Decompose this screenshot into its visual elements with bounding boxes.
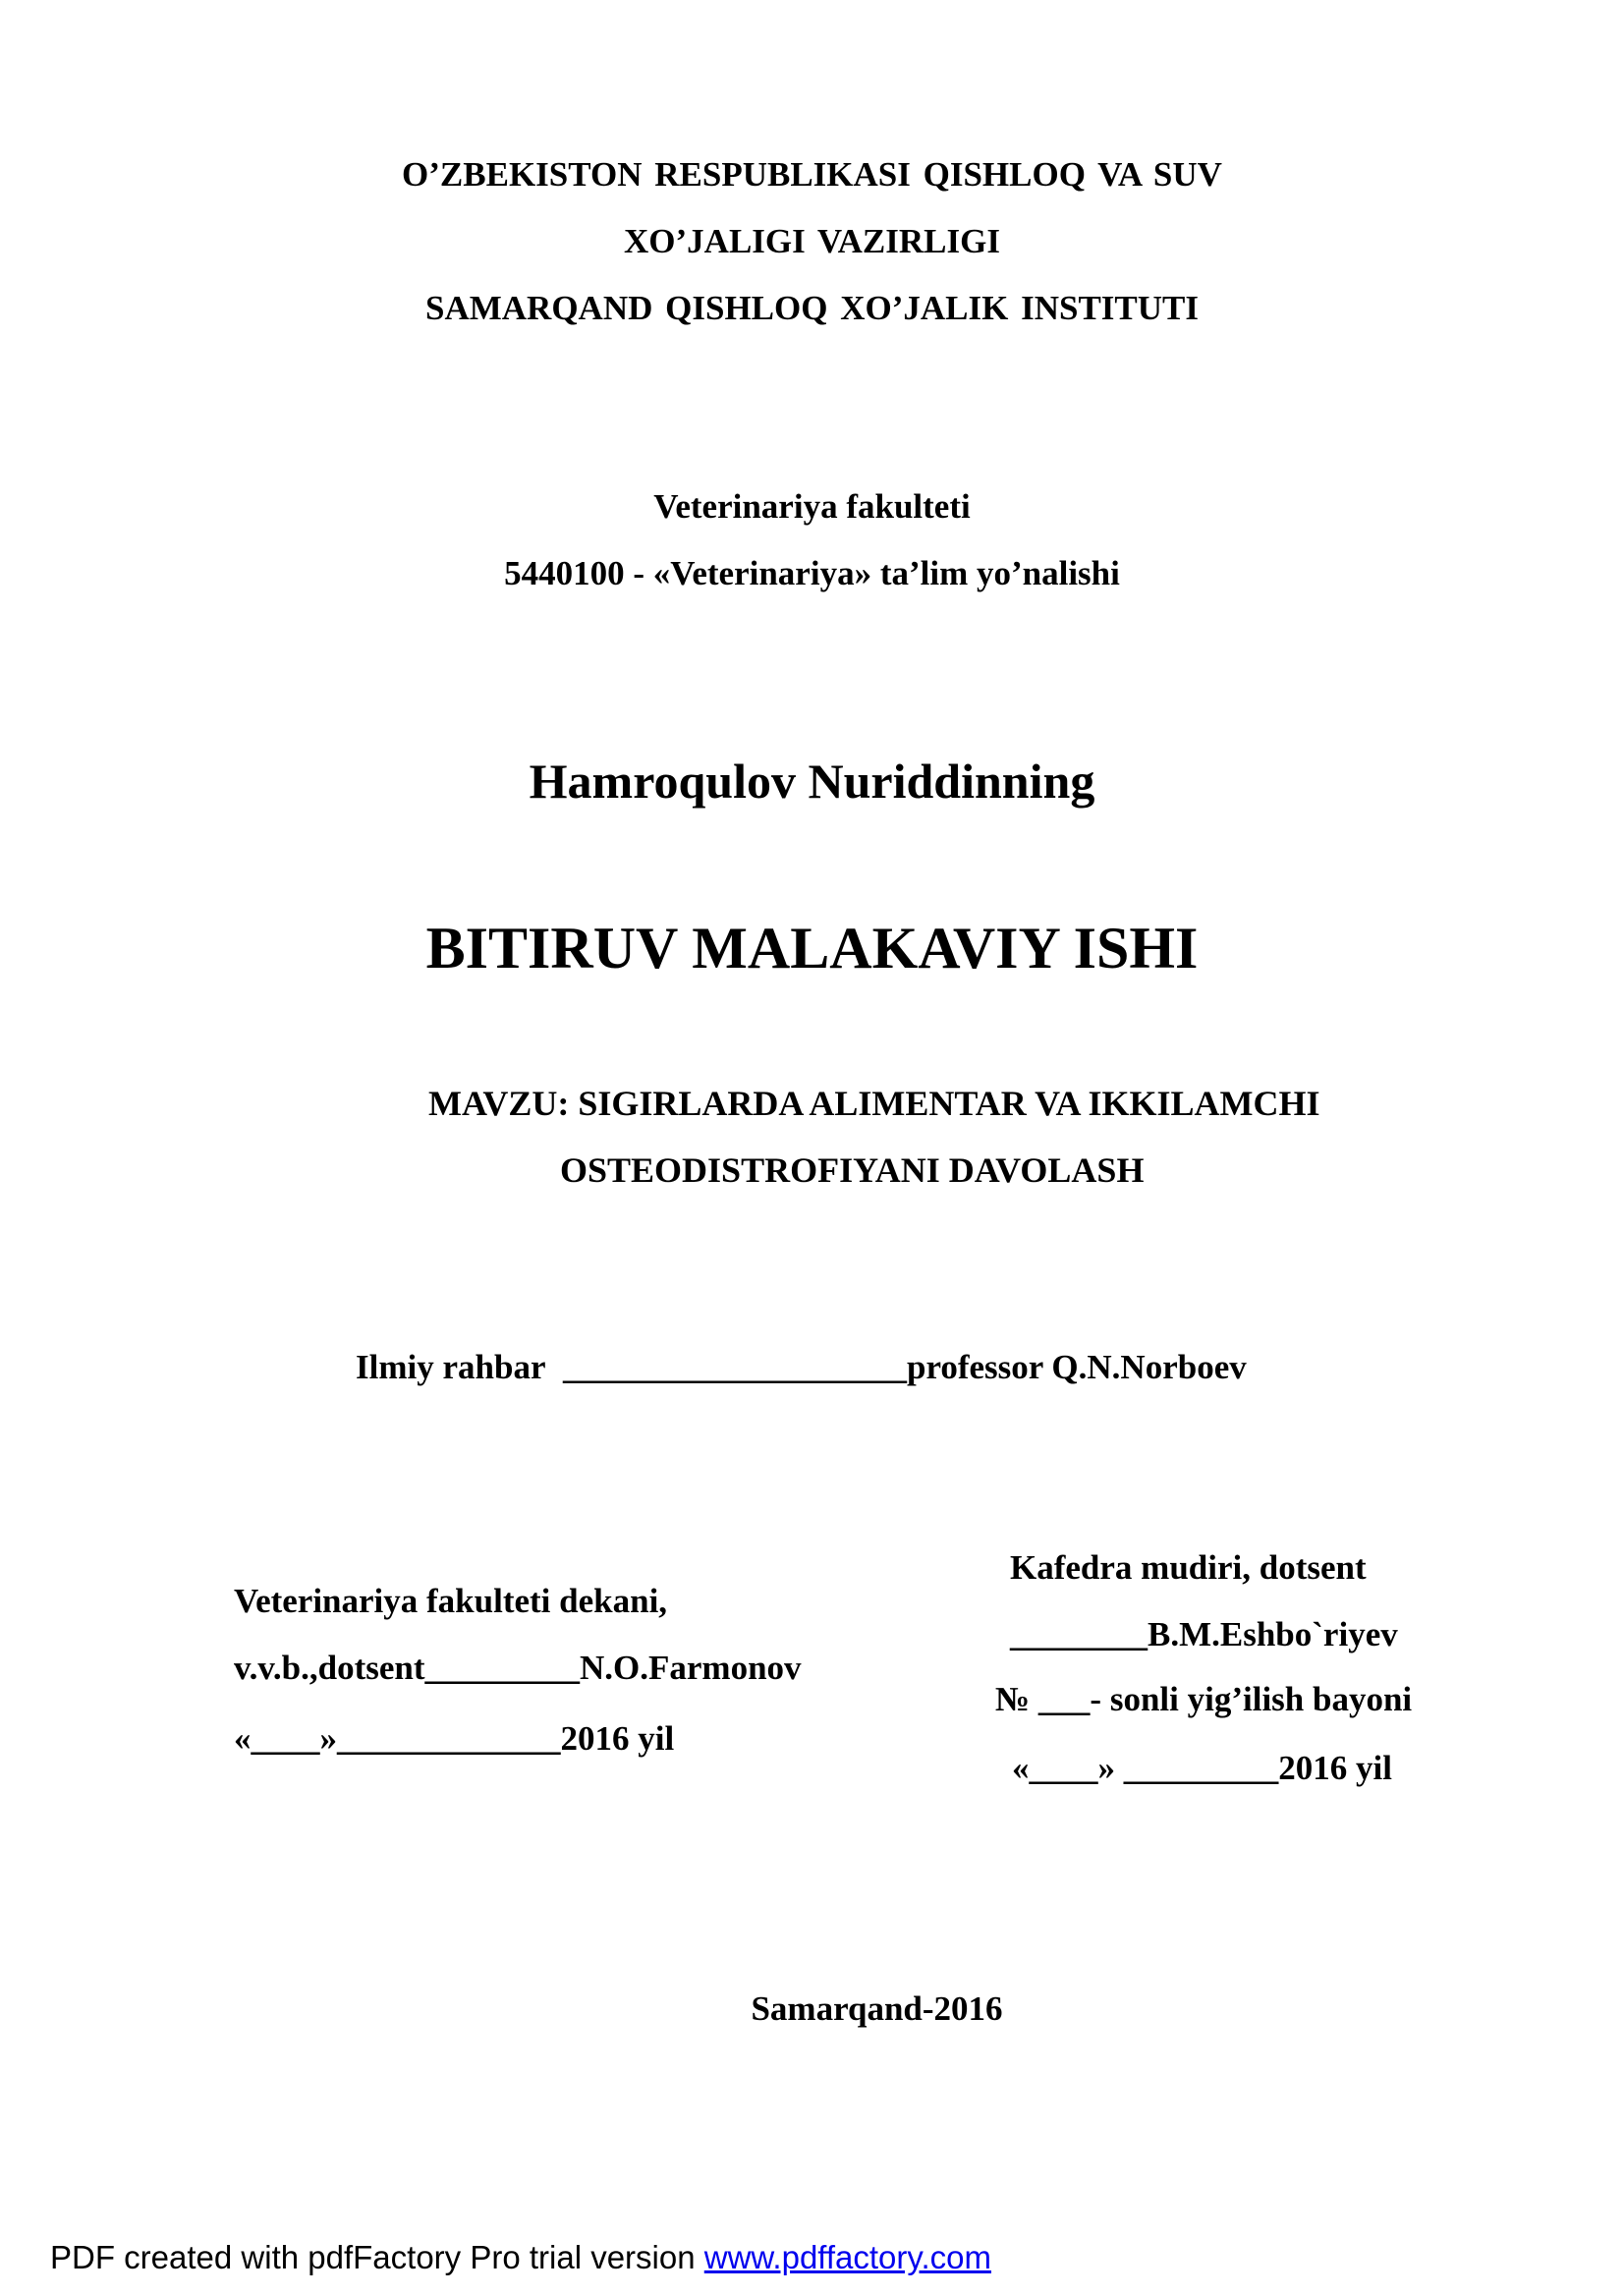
department-head-signature: ________B.M.Eshbo`riyev <box>1010 1615 1398 1653</box>
city-year: Samarqand-2016 <box>751 1989 1003 2028</box>
ministry-line-2: XO’JALIGI VAZIRLIGI <box>624 222 1000 260</box>
author-name: Hamroqulov Nuriddinning <box>529 754 1095 809</box>
dean-date: «____»_____________2016 yil <box>234 1719 675 1758</box>
dean-signature: v.v.b.,dotsent_________N.O.Farmonov <box>234 1649 802 1687</box>
work-title: BITIRUV MALAKAVIY ISHI <box>425 916 1199 980</box>
supervisor-signature-blank: ____________________ <box>562 1348 907 1386</box>
topic-line-2: OSTEODISTROFIYANI DAVOLASH <box>560 1150 1145 1190</box>
footer-link[interactable]: www.pdffactory.com <box>703 2239 991 2275</box>
supervisor-name: professor Q.N.Norboev <box>906 1348 1247 1386</box>
faculty-name: Veterinariya fakulteti <box>653 487 971 526</box>
department-head-title: Kafedra mudiri, dotsent <box>1010 1548 1367 1587</box>
ministry-line-1: O’ZBEKISTON RESPUBLIKASI QISHLOQ VA SUV <box>402 155 1222 194</box>
pdf-footer <box>50 2241 991 2273</box>
supervisor-label: Ilmiy rahbar <box>356 1348 546 1386</box>
supervisor-row <box>356 1350 1247 1384</box>
footer-text: PDF created with pdfFactory Pro trial version <box>50 2239 704 2275</box>
department-date: «____» _________2016 yil <box>1012 1749 1392 1787</box>
dean-title: Veterinariya fakulteti dekani, <box>234 1582 668 1620</box>
topic-line-1: MAVZU: SIGIRLARDA ALIMENTAR VA IKKILAMCHI <box>428 1084 1320 1123</box>
institute-name: SAMARQAND QISHLOQ XO’JALIK INSTITUTI <box>425 289 1199 327</box>
meeting-protocol: № ___- sonli yig’ilish bayoni <box>995 1680 1413 1718</box>
study-program: 5440100 - «Veterinariya» ta’lim yo’nalishi <box>504 554 1120 592</box>
